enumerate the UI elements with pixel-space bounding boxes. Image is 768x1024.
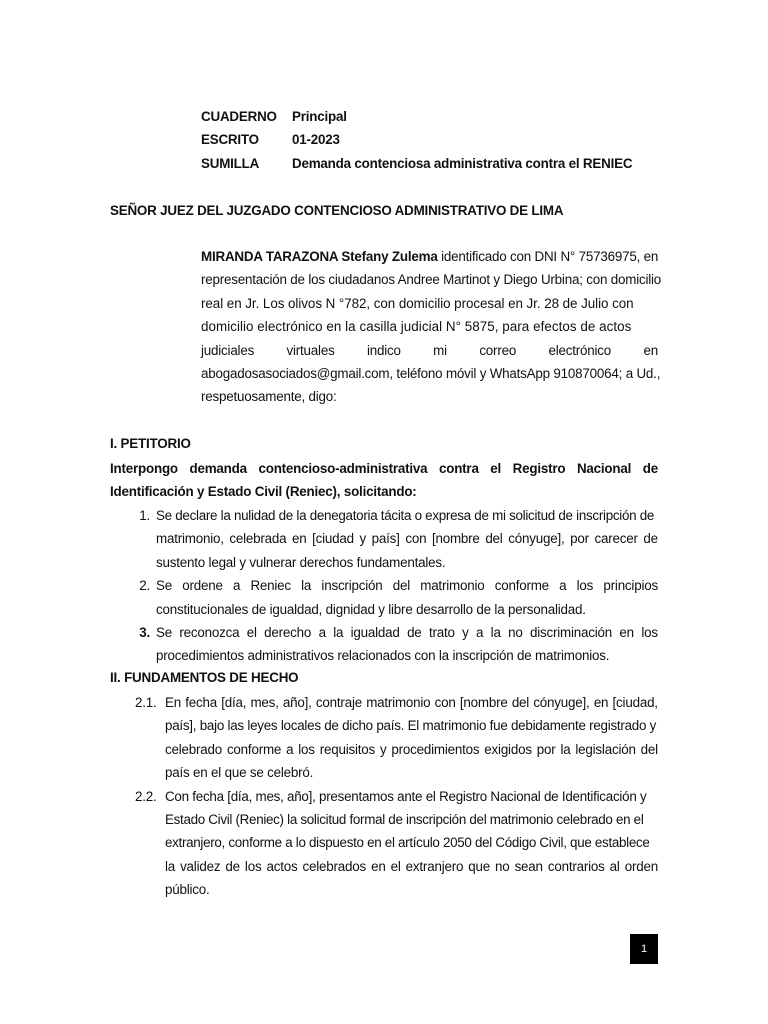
word: correo [479, 342, 517, 358]
list-item [139, 621, 658, 668]
fundamentos-heading: II. FUNDAMENTOS DE HECHO [110, 670, 299, 685]
intro-line-3: real en Jr. Los olivos N °782, con domicilio procesal en Jr. 28 de Julio con [201, 295, 634, 311]
list-item [139, 504, 658, 574]
word: indico [366, 342, 401, 358]
header-row-sumilla [201, 155, 632, 173]
list-line: público. [165, 882, 210, 898]
intro-line-5 [201, 339, 658, 362]
list-line: la validez de los actos celebrados en el extranjero que no sean contrarios al orden [165, 858, 658, 874]
word: judiciales [201, 342, 255, 358]
list-line: En fecha [día, mes, año], contraje matrimonio con [nombre del cónyuge], en [ciudad, [165, 695, 658, 710]
list-line: constitucionales de igualdad, dignidad y libre desarrollo de la personalidad. [156, 601, 586, 617]
intro-paragraph [201, 245, 662, 409]
list-line: procedimientos administrativos relacionados con la inscripción de matrimonios. [156, 648, 610, 664]
list-number: 3. [139, 624, 150, 640]
intro-line-4: domicilio electrónico en la casilla judicial N° 5875, para efectos de actos [201, 319, 632, 335]
header-value: Demanda contenciosa administrativa contra el RENIEC [292, 156, 633, 171]
list-line: Se reconozca el derecho a la igualdad de trato y a la no discriminación en los [156, 624, 658, 640]
word: en [643, 342, 658, 358]
list-line: país], bajo las leyes locales de dicho país. El matrimonio fue debidamente registrado y [165, 718, 657, 734]
word: virtuales [286, 342, 335, 358]
intro-line-1: identificado con DNI N° 75736975, en [437, 249, 659, 264]
list-line: matrimonio, celebrada en [ciudad y país] con [nombre del cónyuge], por carecer de [156, 531, 658, 547]
petitorio-lead-line-1: Interpongo demanda contencioso-administrativa contra el Registro Nacional de [110, 461, 658, 476]
header-row-escrito [201, 131, 340, 149]
list-number: 2. [139, 578, 150, 594]
header-value: Principal [292, 109, 347, 124]
header-key: SUMILLA [201, 156, 260, 171]
list-item [135, 785, 658, 902]
fundamentos-list [135, 691, 658, 902]
list-number: 2.1. [135, 695, 157, 710]
list-line: extranjero, conforme a lo dispuesto en el artículo 2050 del Código Civil, que establece [165, 835, 650, 851]
addressee: SEÑOR JUEZ DEL JUZGADO CONTENCIOSO ADMINISTRATIVO DE LIMA [110, 203, 564, 218]
list-line: país en el que se celebró. [165, 765, 314, 781]
petitioner-name: MIRANDA TARAZONA Stefany Zulema [201, 249, 438, 264]
intro-line-7: respetuosamente, digo: [201, 389, 337, 405]
list-line: Con fecha [día, mes, año], presentamos ante el Registro Nacional de Identificación y [165, 788, 647, 804]
list-line: celebrado conforme a los requisitos y procedimientos exigidos por la legislación del [165, 741, 658, 757]
list-line: sustento legal y vulnerar derechos fundamentales. [156, 554, 446, 570]
list-item [139, 574, 658, 621]
petitorio-heading: I. PETITORIO [110, 436, 191, 451]
word: electrónico [548, 342, 612, 358]
intro-line-2: representación de los ciudadanos Andree Martinot y Diego Urbina; con domicilio [201, 272, 662, 288]
petitorio-lead-line-2: Identificación y Estado Civil (Reniec), solicitando: [110, 484, 417, 500]
header-value: 01-2023 [292, 132, 340, 147]
list-line: Se declare la nulidad de la denegatoria tácita o expresa de mi solicitud de inscripción de [156, 508, 655, 523]
petitorio-list [139, 504, 658, 668]
list-line: Estado Civil (Reniec) la solicitud formal de inscripción del matrimonio celebrado en el [165, 811, 644, 827]
header-row-cuaderno [201, 108, 347, 126]
list-line: Se ordene a Reniec la inscripción del matrimonio conforme a los principios [156, 578, 658, 594]
header-key: ESCRITO [201, 132, 259, 147]
list-item [135, 691, 658, 785]
intro-line-6: abogadosasociados@gmail.com, teléfono móvil y WhatsApp 910870064; a Ud., [201, 365, 661, 381]
word: mi [433, 342, 447, 358]
list-number: 2.2. [135, 788, 157, 804]
page-number: 1 [630, 934, 658, 964]
petitorio-lead [110, 457, 658, 504]
header-key: CUADERNO [201, 109, 277, 124]
list-number: 1. [139, 508, 150, 523]
